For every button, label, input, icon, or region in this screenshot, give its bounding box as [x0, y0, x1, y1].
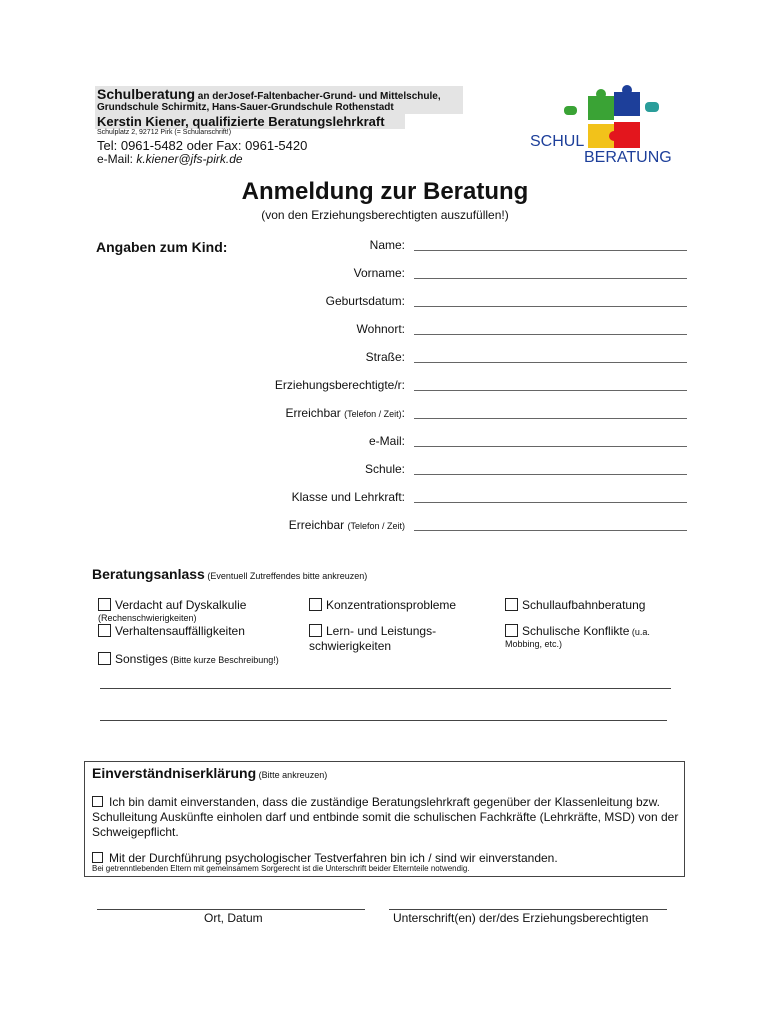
- field-label-note: (Telefon / Zeit): [347, 521, 405, 531]
- field-label: [285, 406, 405, 420]
- option-dyskalkulie[interactable]: [98, 598, 246, 612]
- description-line-2[interactable]: [100, 720, 667, 721]
- checkbox[interactable]: [505, 598, 518, 611]
- consent-item-1: [92, 795, 682, 840]
- logo-piece-blue: [614, 92, 640, 116]
- field-label: [357, 322, 405, 336]
- place-date-label: Ort, Datum: [204, 911, 263, 925]
- field-label-text: Schule:: [364, 462, 405, 476]
- anlass-note: (Eventuell Zutreffendes bitte ankreuzen): [204, 571, 368, 581]
- field-label: [326, 294, 405, 308]
- page-title: Anmeldung zur Beratung: [241, 178, 529, 205]
- anlass-title: Beratungsanlass: [92, 566, 205, 582]
- field-label-text: Straße:: [365, 350, 405, 364]
- email-label: e-Mail:: [97, 152, 137, 166]
- consent-checkbox-1[interactable]: [92, 796, 103, 807]
- field-input-line[interactable]: [414, 446, 687, 447]
- field-input-line[interactable]: [414, 418, 687, 419]
- field-label-text: Erreichbar: [285, 406, 345, 420]
- field-label: [365, 462, 405, 476]
- field-input-line[interactable]: [414, 278, 687, 279]
- signature-label: Unterschrift(en) der/des Erziehungsberechtigten: [393, 911, 649, 925]
- schulberatung-logo: [528, 82, 680, 166]
- option-schullaufbahn[interactable]: [505, 598, 645, 612]
- field-label: [354, 266, 405, 280]
- option-note: (Bitte kurze Beschreibung!): [167, 655, 279, 665]
- field-label-text: Erziehungsberechtigte/r:: [274, 378, 405, 392]
- option-label: Lern- und Leistungs-: [326, 624, 437, 638]
- option-lern-line2: schwierigkeiten: [309, 639, 392, 653]
- email-line: [97, 152, 243, 166]
- option-note: (u.a.: [629, 627, 650, 637]
- logo-word-beratung: BERATUNG: [584, 149, 672, 166]
- field-label-text: Klasse und Lehrkraft:: [291, 490, 405, 504]
- option-sonstiges[interactable]: [98, 652, 279, 666]
- field-label-text: Name:: [369, 238, 405, 252]
- logo-word-schul: SCHUL: [530, 133, 585, 150]
- field-input-line[interactable]: [414, 530, 687, 531]
- checkbox[interactable]: [98, 624, 111, 637]
- option-label: Verdacht auf Dyskalkulie: [115, 598, 247, 612]
- counselor-name: Kerstin Kiener, qualifizierte Beratungslehrkraft: [97, 114, 385, 129]
- field-input-line[interactable]: [414, 250, 687, 251]
- kid-section-heading: Angaben zum Kind:: [96, 239, 228, 255]
- field-label: [366, 350, 405, 364]
- option-lern[interactable]: [309, 624, 436, 638]
- option-label: Verhaltensauffälligkeiten: [115, 624, 245, 638]
- field-input-line[interactable]: [414, 474, 687, 475]
- consent-text-1: Ich bin damit einverstanden, dass die zuständige Beratungslehrkraft gegenüber der Klassenleitung bzw. Schulleitung Auskünfte einholen darf und entbinde somit die schulischen Fachkräfte (Lehrkräfte, MSD) von der Schweigepflicht.: [92, 795, 679, 839]
- logo-piece-teal: [645, 102, 659, 112]
- option-konflikte-note2: Mobbing, etc.): [505, 639, 563, 649]
- field-label-text: Geburtsdatum:: [325, 294, 405, 308]
- field-input-line[interactable]: [414, 502, 687, 503]
- field-label-text: Vorname:: [353, 266, 405, 280]
- field-input-line[interactable]: [414, 334, 687, 335]
- email-address[interactable]: k.kiener@jfs-pirk.de: [136, 152, 243, 166]
- field-label-suffix: :: [401, 406, 405, 420]
- field-label: [275, 378, 405, 392]
- phone-line: Tel: 0961-5482 oder Fax: 0961-5420: [97, 138, 308, 153]
- field-label: [292, 490, 405, 504]
- place-date-line[interactable]: [97, 909, 365, 910]
- logo-piece-green: [588, 96, 614, 120]
- option-label: Schulische Konflikte: [522, 624, 630, 638]
- consent-text-2: Mit der Durchführung psychologischer Testverfahren bin ich / sind wir einverstanden.: [109, 851, 558, 865]
- checkbox[interactable]: [309, 624, 322, 637]
- consent-checkbox-2[interactable]: [92, 852, 103, 863]
- field-input-line[interactable]: [414, 390, 687, 391]
- option-konzentration[interactable]: [309, 598, 456, 612]
- org-name: Schulberatung: [97, 86, 196, 102]
- anlass-heading: [92, 566, 367, 584]
- option-label: Schullaufbahnberatung: [522, 598, 646, 612]
- consent-title: Einverständniserklärung: [92, 765, 257, 781]
- consent-note: (Bitte ankreuzen): [256, 770, 328, 780]
- field-label: [370, 238, 405, 252]
- field-input-line[interactable]: [414, 362, 687, 363]
- option-verhalten[interactable]: [98, 624, 245, 638]
- consent-footnote: Bei getrenntlebenden Eltern mit gemeinsamem Sorgerecht ist die Unterschrift beider Elternteile notwendig.: [92, 864, 470, 873]
- logo-piece-green-small: [564, 106, 577, 115]
- checkbox[interactable]: [309, 598, 322, 611]
- description-line-1[interactable]: [100, 688, 671, 689]
- signature-line[interactable]: [389, 909, 667, 910]
- consent-heading: [92, 765, 327, 783]
- checkbox[interactable]: [98, 598, 111, 611]
- field-label: [369, 434, 405, 448]
- schools-line: Grundschule Schirmitz, Hans-Sauer-Grundschule Rothenstadt: [97, 102, 394, 113]
- field-label-note: (Telefon / Zeit): [344, 409, 402, 419]
- option-dyskalkulie-note: (Rechenschwierigkeiten): [98, 613, 197, 623]
- checkbox[interactable]: [505, 624, 518, 637]
- field-label: [289, 518, 405, 532]
- option-label: Konzentrationsprobleme: [326, 598, 457, 612]
- field-label-text: e-Mail:: [368, 434, 405, 448]
- address-line: Schulplatz 2, 92712 Pirk (= Schulanschrift!): [97, 129, 232, 136]
- field-input-line[interactable]: [414, 306, 687, 307]
- option-konflikte[interactable]: [505, 624, 650, 638]
- field-label-text: Wohnort:: [356, 322, 405, 336]
- checkbox[interactable]: [98, 652, 111, 665]
- option-label: Sonstiges: [115, 652, 168, 666]
- field-label-text: Erreichbar: [288, 518, 348, 532]
- page-subtitle: (von den Erziehungsberechtigten auszufüllen!): [261, 208, 509, 222]
- org-suffix: an derJosef-Faltenbacher-Grund- und Mittelschule,: [195, 91, 441, 102]
